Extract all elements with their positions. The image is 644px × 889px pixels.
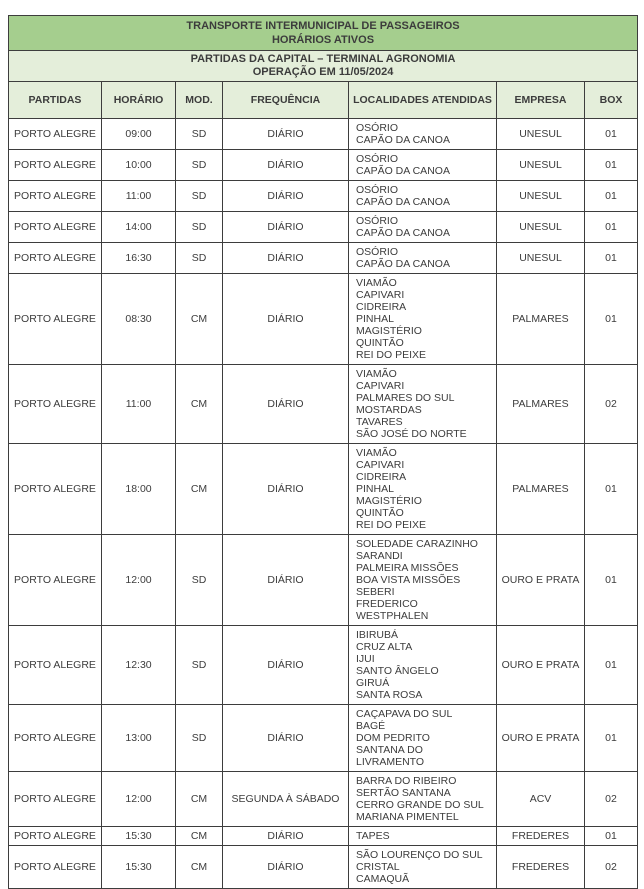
cell-box: 01	[585, 243, 638, 274]
locality-line: SÃO LOURENÇO DO SUL	[356, 849, 483, 861]
cell-frequencia: SEGUNDA À SÁBADO	[223, 772, 349, 827]
cell-mod: CM	[176, 365, 223, 444]
cell-box: 02	[585, 846, 638, 889]
cell-frequencia: DIÁRIO	[223, 827, 349, 846]
document-title	[9, 16, 638, 51]
locality-line: CAPÃO DA CANOA	[356, 165, 450, 177]
locality-line: QUINTÃO	[356, 507, 404, 519]
cell-horario: 15:30	[102, 827, 176, 846]
locality-line: MAGISTÉRIO	[356, 325, 422, 337]
locality-line: SÃO JOSÉ DO NORTE	[356, 428, 467, 440]
table-body	[9, 119, 638, 889]
column-header-localidades-atendidas: LOCALIDADES ATENDIDAS	[349, 82, 497, 119]
locality-line: CRISTAL	[356, 861, 400, 873]
cell-empresa: UNESUL	[497, 243, 585, 274]
locality-line: PINHAL	[356, 313, 394, 325]
locality-line: IJUI	[356, 653, 375, 665]
cell-frequencia: DIÁRIO	[223, 150, 349, 181]
cell-horario: 18:00	[102, 444, 176, 535]
table-row	[9, 274, 638, 365]
column-header-mod: MOD.	[176, 82, 223, 119]
locality-line: CIDREIRA	[356, 301, 407, 313]
cell-localidades	[349, 181, 497, 212]
cell-box: 01	[585, 212, 638, 243]
cell-localidades	[349, 243, 497, 274]
cell-localidades	[349, 772, 497, 827]
cell-mod: CM	[176, 827, 223, 846]
cell-localidades	[349, 365, 497, 444]
cell-partida: PORTO ALEGRE	[9, 846, 102, 889]
cell-mod: CM	[176, 772, 223, 827]
cell-box: 01	[585, 150, 638, 181]
locality-line: CERRO GRANDE DO SUL	[356, 799, 484, 811]
cell-box: 01	[585, 181, 638, 212]
table-row	[9, 535, 638, 626]
cell-frequencia: DIÁRIO	[223, 626, 349, 705]
locality-line: SARANDI	[356, 550, 403, 562]
cell-partida: PORTO ALEGRE	[9, 827, 102, 846]
cell-box: 01	[585, 119, 638, 150]
table-row	[9, 150, 638, 181]
locality-line: OSÓRIO	[356, 246, 399, 258]
cell-box: 01	[585, 626, 638, 705]
locality-line: CAPIVARI	[356, 459, 405, 471]
column-header-frequencia: FREQUÊNCIA	[223, 82, 349, 119]
table-row	[9, 212, 638, 243]
cell-horario: 16:30	[102, 243, 176, 274]
cell-partida: PORTO ALEGRE	[9, 119, 102, 150]
cell-horario: 15:30	[102, 846, 176, 889]
locality-line: PINHAL	[356, 483, 394, 495]
title-line-2: HORÁRIOS ATIVOS	[271, 34, 375, 46]
cell-frequencia: DIÁRIO	[223, 181, 349, 212]
cell-localidades	[349, 274, 497, 365]
column-header-empresa: EMPRESA	[497, 82, 585, 119]
locality-line: DOM PEDRITO	[356, 732, 430, 744]
cell-empresa: OURO E PRATA	[497, 535, 585, 626]
cell-frequencia: DIÁRIO	[223, 535, 349, 626]
cell-mod: SD	[176, 150, 223, 181]
document-page	[0, 15, 644, 885]
table-row	[9, 827, 638, 846]
locality-line: BARRA DO RIBEIRO	[356, 775, 457, 787]
cell-frequencia: DIÁRIO	[223, 274, 349, 365]
locality-line: OSÓRIO	[356, 153, 399, 165]
cell-box: 02	[585, 772, 638, 827]
table-row	[9, 365, 638, 444]
cell-frequencia: DIÁRIO	[223, 243, 349, 274]
locality-line: OSÓRIO	[356, 215, 399, 227]
cell-frequencia: DIÁRIO	[223, 846, 349, 889]
cell-horario: 14:00	[102, 212, 176, 243]
locality-line: VIAMÃO	[356, 368, 397, 380]
cell-mod: CM	[176, 444, 223, 535]
cell-empresa: OURO E PRATA	[497, 705, 585, 772]
schedule-table	[8, 15, 638, 889]
cell-box: 01	[585, 535, 638, 626]
locality-line: CIDREIRA	[356, 471, 407, 483]
cell-horario: 12:00	[102, 772, 176, 827]
cell-horario: 13:00	[102, 705, 176, 772]
locality-line: PALMEIRA MISSÕES	[356, 562, 459, 574]
cell-partida: PORTO ALEGRE	[9, 705, 102, 772]
locality-line: CAPÃO DA CANOA	[356, 134, 450, 146]
cell-box: 01	[585, 705, 638, 772]
column-header-box: BOX	[585, 82, 638, 119]
locality-line: GIRUÁ	[356, 677, 390, 689]
cell-partida: PORTO ALEGRE	[9, 212, 102, 243]
cell-partida: PORTO ALEGRE	[9, 150, 102, 181]
cell-box: 02	[585, 365, 638, 444]
cell-frequencia: DIÁRIO	[223, 444, 349, 535]
cell-partida: PORTO ALEGRE	[9, 243, 102, 274]
cell-partida: PORTO ALEGRE	[9, 365, 102, 444]
subtitle-line-1: PARTIDAS DA CAPITAL – TERMINAL AGRONOMIA	[190, 53, 456, 65]
locality-line: MAGISTÉRIO	[356, 495, 422, 507]
locality-line: CAPIVARI	[356, 289, 405, 301]
cell-mod: SD	[176, 181, 223, 212]
cell-horario: 09:00	[102, 119, 176, 150]
cell-horario: 11:00	[102, 365, 176, 444]
cell-mod: SD	[176, 119, 223, 150]
cell-partida: PORTO ALEGRE	[9, 772, 102, 827]
table-row	[9, 772, 638, 827]
cell-partida: PORTO ALEGRE	[9, 626, 102, 705]
locality-line: CAÇAPAVA DO SUL	[356, 708, 453, 720]
cell-mod: CM	[176, 274, 223, 365]
locality-line: BOA VISTA MISSÕES SEBERI	[356, 574, 461, 598]
column-header-horario: HORÁRIO	[102, 82, 176, 119]
locality-line: CRUZ ALTA	[356, 641, 413, 653]
locality-line: TAVARES	[356, 416, 403, 428]
cell-frequencia: DIÁRIO	[223, 212, 349, 243]
cell-frequencia: DIÁRIO	[223, 705, 349, 772]
cell-horario: 10:00	[102, 150, 176, 181]
cell-mod: SD	[176, 212, 223, 243]
locality-line: CAMAQUÃ	[356, 873, 410, 885]
column-header-partidas: PARTIDAS	[9, 82, 102, 119]
locality-line: CAPÃO DA CANOA	[356, 227, 450, 239]
cell-box: 01	[585, 827, 638, 846]
cell-mod: CM	[176, 846, 223, 889]
cell-localidades	[349, 705, 497, 772]
cell-localidades	[349, 119, 497, 150]
locality-line: IBIRUBÁ	[356, 629, 399, 641]
title-band	[9, 16, 638, 51]
cell-localidades	[349, 212, 497, 243]
locality-line: SOLEDADE CARAZINHO	[356, 538, 478, 550]
locality-line: SANTA ROSA	[356, 689, 423, 701]
locality-line: MARIANA PIMENTEL	[356, 811, 459, 823]
locality-line: VIAMÃO	[356, 447, 397, 459]
locality-line: CAPÃO DA CANOA	[356, 258, 450, 270]
cell-partida: PORTO ALEGRE	[9, 535, 102, 626]
locality-line: VIAMÃO	[356, 277, 397, 289]
cell-empresa: UNESUL	[497, 181, 585, 212]
cell-localidades	[349, 444, 497, 535]
cell-partida: PORTO ALEGRE	[9, 444, 102, 535]
table-row	[9, 119, 638, 150]
cell-empresa: PALMARES	[497, 365, 585, 444]
cell-mod: SD	[176, 243, 223, 274]
table-row	[9, 705, 638, 772]
cell-empresa: PALMARES	[497, 274, 585, 365]
cell-horario: 12:00	[102, 535, 176, 626]
cell-frequencia: DIÁRIO	[223, 119, 349, 150]
table-row	[9, 444, 638, 535]
cell-empresa: UNESUL	[497, 212, 585, 243]
locality-line: OSÓRIO	[356, 184, 399, 196]
cell-frequencia: DIÁRIO	[223, 365, 349, 444]
locality-line: OSÓRIO	[356, 122, 399, 134]
cell-empresa: PALMARES	[497, 444, 585, 535]
cell-empresa: UNESUL	[497, 119, 585, 150]
cell-localidades	[349, 150, 497, 181]
cell-empresa: UNESUL	[497, 150, 585, 181]
table-row	[9, 243, 638, 274]
cell-mod: SD	[176, 535, 223, 626]
locality-line: CAPÃO DA CANOA	[356, 196, 450, 208]
table-row	[9, 846, 638, 889]
cell-partida: PORTO ALEGRE	[9, 274, 102, 365]
cell-localidades	[349, 535, 497, 626]
table-row	[9, 626, 638, 705]
locality-line: MOSTARDAS	[356, 404, 422, 416]
cell-mod: SD	[176, 626, 223, 705]
cell-horario: 08:30	[102, 274, 176, 365]
locality-line: TAPES	[356, 830, 390, 842]
cell-empresa: OURO E PRATA	[497, 626, 585, 705]
locality-line: SANTANA DO LIVRAMENTO	[356, 744, 425, 768]
table-row	[9, 181, 638, 212]
subtitle-band	[9, 51, 638, 82]
locality-line: SERTÃO SANTANA	[356, 787, 451, 799]
cell-localidades	[349, 846, 497, 889]
cell-partida: PORTO ALEGRE	[9, 181, 102, 212]
cell-localidades	[349, 827, 497, 846]
locality-line: REI DO PEIXE	[356, 519, 427, 531]
cell-empresa: FREDERES	[497, 827, 585, 846]
cell-horario: 12:30	[102, 626, 176, 705]
cell-mod: SD	[176, 705, 223, 772]
cell-localidades	[349, 626, 497, 705]
title-line-1: TRANSPORTE INTERMUNICIPAL DE PASSAGEIROS	[186, 20, 460, 32]
locality-line: QUINTÃO	[356, 337, 404, 349]
cell-box: 01	[585, 274, 638, 365]
cell-horario: 11:00	[102, 181, 176, 212]
locality-line: FREDERICO WESTPHALEN	[356, 598, 429, 622]
cell-empresa: FREDERES	[497, 846, 585, 889]
cell-empresa: ACV	[497, 772, 585, 827]
locality-line: SANTO ÂNGELO	[356, 665, 439, 677]
document-subtitle	[9, 51, 638, 82]
locality-line: BAGÉ	[356, 720, 386, 732]
subtitle-line-2: OPERAÇÃO EM 11/05/2024	[252, 66, 394, 78]
locality-line: PALMARES DO SUL	[356, 392, 455, 404]
locality-line: REI DO PEIXE	[356, 349, 427, 361]
locality-line: CAPIVARI	[356, 380, 405, 392]
cell-box: 01	[585, 444, 638, 535]
column-header-row	[9, 82, 638, 119]
